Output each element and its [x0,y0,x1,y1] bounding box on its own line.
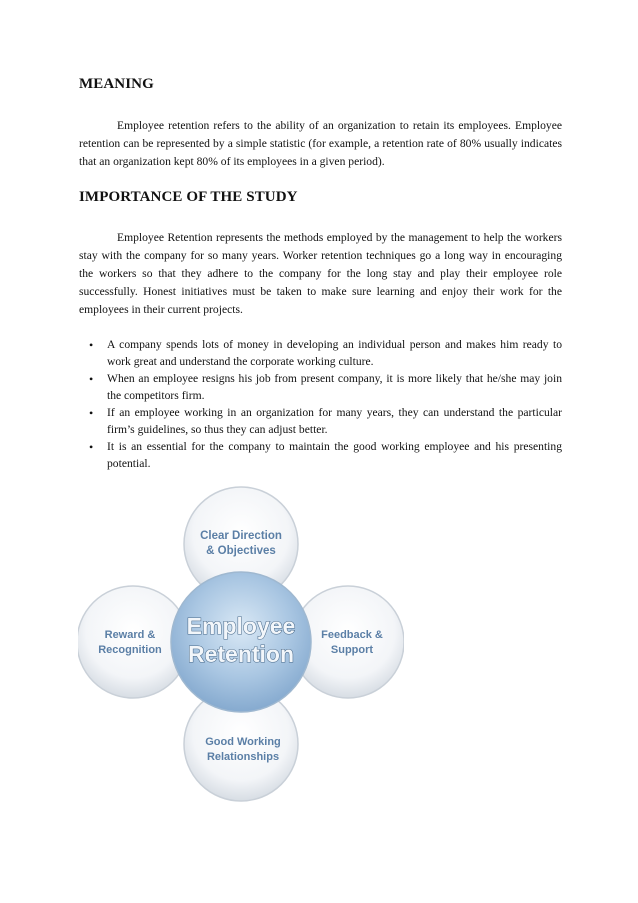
list-item [79,405,562,438]
center-label-line1: Employee [186,613,296,639]
left-label-line2: Recognition [98,644,162,656]
employee-retention-diagram [78,484,404,806]
importance-paragraph: Employee Retention represents the methods employed by the management to help the workers stay with the company for so many years. Worker retention techniques go a long way in encouraging the workers so that they adhere to the company for the long stay and play their employee role successfully. Honest initiatives must be taken to make sure learning and enjoy their work for the employees in their current projects. [79,231,562,316]
importance-heading: IMPORTANCE OF THE STUDY [79,189,298,205]
bullet-text: If an employee working in an organization for many years, they can understand the particular firm’s guidelines, so thus they can adjust better. [107,406,562,436]
meaning-heading: MEANING [79,76,154,92]
importance-bullet-list [79,337,562,473]
bullet-icon: • [89,338,94,352]
top-label-line1: Clear Direction [200,530,282,542]
center-circle [171,572,311,712]
left-label-line1: Reward & [104,629,156,641]
list-item [79,439,562,472]
meaning-paragraph: Employee retention refers to the ability of an organization to retain its employees. Employee retention can be represented by a simple statistic (for example, a retention rate of 80% usually indicates that an organization kept 80% of its employees in a given period). [79,119,562,168]
bullet-text: It is an essential for the company to maintain the good working employee and his presenting potential. [107,440,562,470]
bullet-icon: • [89,440,94,454]
list-item [79,371,562,404]
right-label-line1: Feedback & [321,629,383,641]
bullet-text: A company spends lots of money in developing an individual person and makes him ready to work great and understand the corporate working culture. [107,338,562,368]
bottom-label-line1: Good Working [205,736,281,748]
right-label-line2: Support [330,644,374,656]
top-label-line2: & Objectives [206,545,276,557]
bullet-text: When an employee resigns his job from present company, it is more likely that he/she may join the competitors firm. [107,372,562,402]
center-label-line2: Retention [187,641,295,667]
bottom-label-line2: Relationships [206,751,280,763]
bullet-icon: • [89,406,94,420]
bullet-icon: • [89,372,94,386]
list-item [79,337,562,370]
